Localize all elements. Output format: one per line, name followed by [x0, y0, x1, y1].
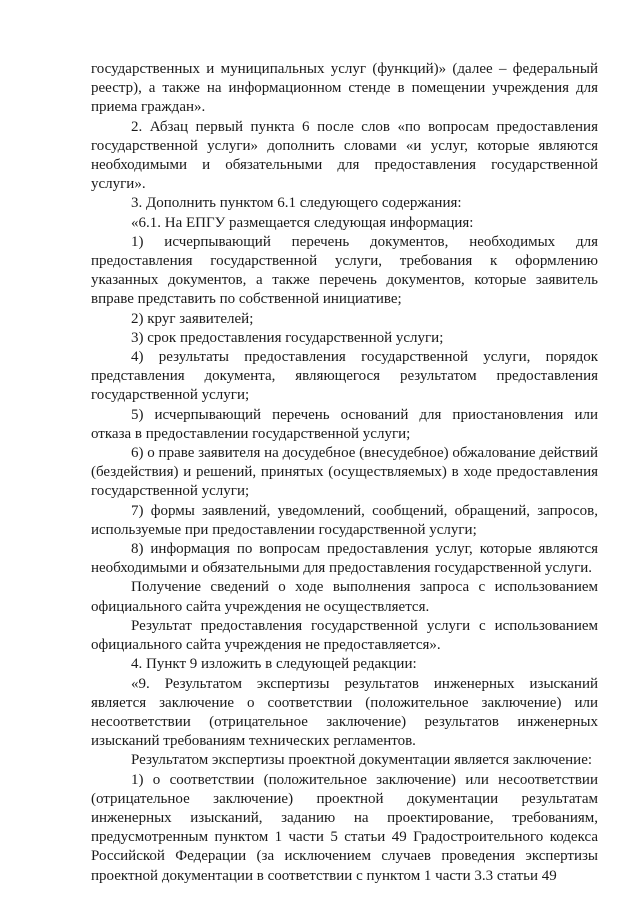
paragraph-status: Получение сведений о ходе выполнения запроса с использованием официального сайта учреждения не осуществляется.	[91, 579, 598, 615]
list-item-2: 2) круг заявителей;	[131, 310, 254, 327]
paragraph-3: 3. Дополнить пунктом 6.1 следующего содержания:	[131, 195, 462, 212]
paragraph-1: государственных и муниципальных услуг (функций)» (далее – федеральный реестр), а также на информационном стенде в помещении учреждения для приема граждан».	[91, 61, 598, 116]
paragraph-project-result: Результатом экспертизы проектной документации является заключение:	[131, 752, 593, 769]
list-item-3: 3) срок предоставления государственной услуги;	[131, 329, 444, 346]
list-item-5: 5) исчерпывающий перечень оснований для приостановления или отказа в предоставлении государственной услуги;	[91, 406, 598, 442]
list-item-1: 1) исчерпывающий перечень документов, необходимых для предоставления государственной услуги, требования к оформлению указанных документов, а также перечень документов, которые заявитель вправе представить по собственной инициативе;	[91, 233, 598, 308]
paragraph-2: 2. Абзац первый пункта 6 после слов «по вопросам предоставления государственной услуги» дополнить словами «и услуг, которые являются необходимыми и обязательными для предоставления государственной услуги».	[91, 118, 598, 193]
paragraph-item-4: 4. Пункт 9 изложить в следующей редакции:	[131, 656, 417, 673]
list-item-4: 4) результаты предоставления государственной услуги, порядок представления документа, являющегося результатом предоставления государственной услуги;	[91, 349, 598, 404]
paragraph-4: «6.1. На ЕПГУ размещается следующая информация:	[131, 214, 474, 231]
list-item-conclusion-1: 1) о соответствии (положительное заключение) или несоответствии (отрицательное заключение) проектной документации результатам инженерных изысканий, заданию на проектирование, требованиям, предусмотренным пунктом 1 части 5 статьи 49 Градостроительного кодекса Российской Федерации (за исключением случаев проведения экспертизы проектной документации в соответствии с пунктом 1 части 3.3 статьи 49	[91, 771, 598, 884]
list-item-7: 7) формы заявлений, уведомлений, сообщений, обращений, запросов, используемые при предоставлении государственной услуги;	[91, 502, 598, 538]
list-item-8: 8) информация по вопросам предоставления услуг, которые являются необходимыми и обязательными для предоставления государственной услуги.	[91, 541, 598, 577]
list-item-6: 6) о праве заявителя на досудебное (внесудебное) обжалование действий (бездействия) и решений, принятых (осуществляемых) в ходе предоставления государственной услуги;	[91, 445, 598, 500]
paragraph-result: Результат предоставления государственной услуги с использованием официального сайта учреждения не предоставляется».	[91, 617, 598, 654]
paragraph-9: «9. Результатом экспертизы результатов инженерных изысканий является заключение о соответствии (положительное заключение) или несоответствии (отрицательное заключение) результатов инженерных изысканий требованиям технических регламентов.	[91, 675, 598, 750]
